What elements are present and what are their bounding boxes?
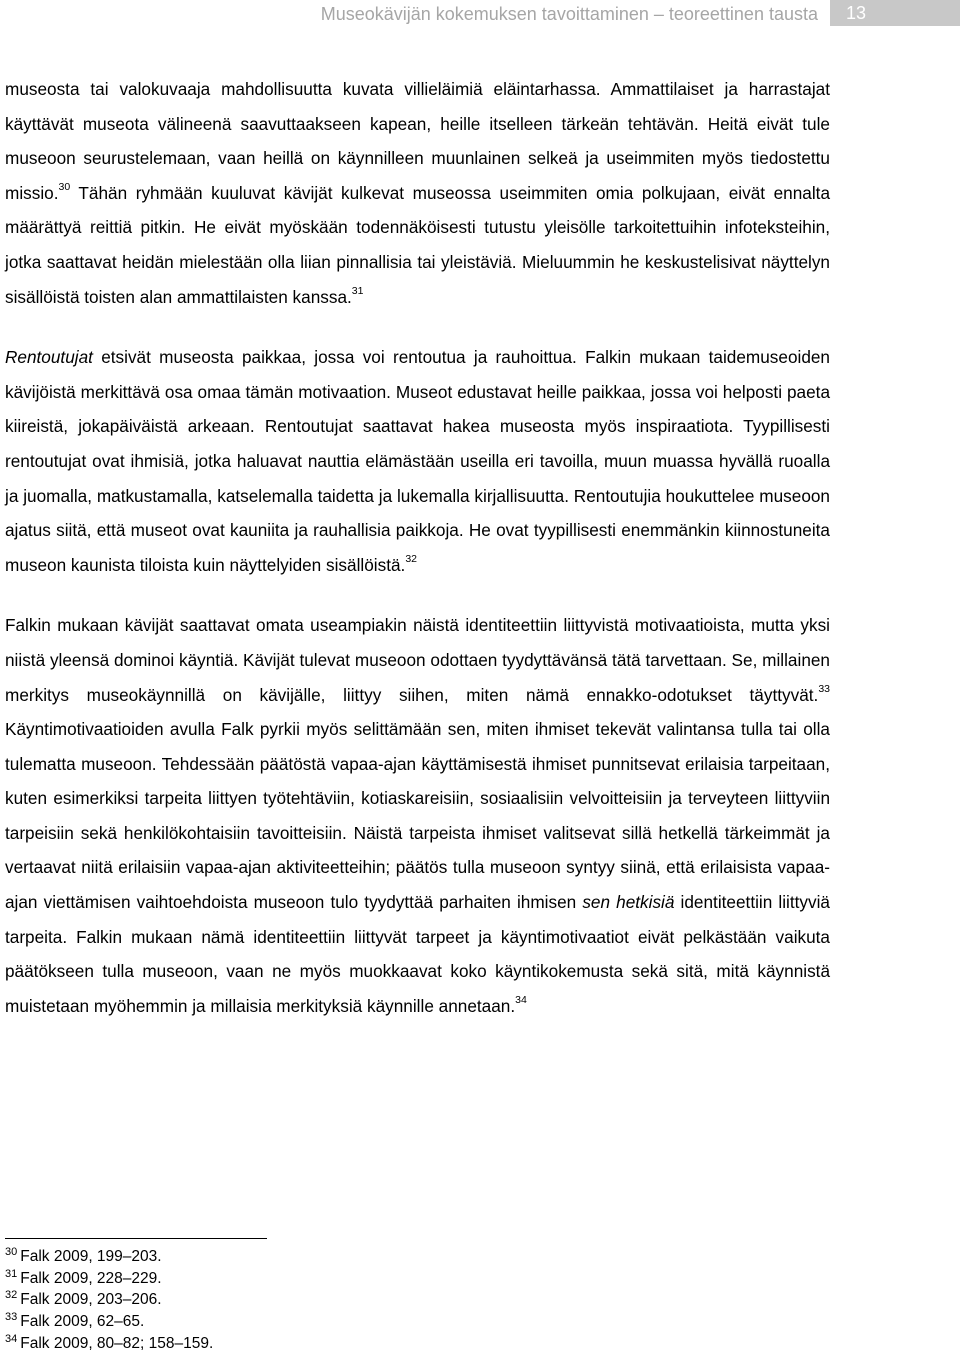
paragraph-1 [5,72,830,314]
footnote-number: 34 [5,1332,18,1345]
footnote-ref-32[interactable]: 32 [405,552,417,565]
running-title: Museokävijän kokemuksen tavoittaminen – teoreettinen tausta [320,4,818,24]
footnote-ref-34[interactable]: 34 [515,993,527,1006]
footnote [5,1289,405,1311]
page-number-box [830,0,960,26]
body-text [5,72,830,1049]
footnote [5,1311,405,1333]
footnote-text: Falk 2009, 62–65. [20,1313,145,1331]
page-number: 13 [846,3,867,23]
footnote-number: 32 [5,1289,18,1302]
footnote-separator [5,1238,267,1239]
paragraph-3 [5,608,830,1023]
paragraph-3-text-a: Falkin mukaan kävijät saattavat omata useampiakin näistä identiteettiin liittyvistä motivaatioista, mutta yksi niistä yleensä dominoi käyntiä. Kävijät tulevat museoon odottaen tyydyttävänsä tätä tarvettaan. Se, millainen merkitys museokäynnillä on kävijälle, liittyy siihen, miten nämä ennakko-odotukset täyttyvät. [5,615,830,705]
footnote-number: 30 [5,1246,18,1258]
paragraph-2-text-a: etsivät museosta paikkaa, jossa voi rentoutua ja rauhoittua. Falkin mukaan taidemuseoiden kävijöistä merkittävä osa omaa tämän motivaation. Museot edustavat heille paikkaa, jossa voi helposti paeta kiireistä, jokapäiväistä arkeaan. Rentoutujat saattavat hakea museosta myös inspiraatiota. Tyypillisesti rentoutujat ovat ihmisiä, jotka haluavat nauttia elämästään useilla eri tavoilla, muun muassa hyvällä ruoalla ja juomalla, matkustamalla, katselemalla taidetta ja lukemalla kirjallisuutta. Rentoutujia houkuttelee museoon ajatus siitä, että museot ovat kauniita ja rauhallisia paikkoja. He ovat tyypillisesti enemmänkin kiinnostuneita museon kaunista tiloista kuin näyttelyiden sisällöistä. [5,347,830,575]
paragraph-3-text-b: Käyntimotivaatioiden avulla Falk pyrkii myös selittämään sen, miten ihmiset tekevät valintansa tulla tai olla tulematta museoon. Tehdessään päätöstä vapaa-ajan käyttämisestä ihmiset punnitsevat erilaisia tarpeitaan, kuten esimerkiksi tarpeita liittyen työtehtäviin, kotiaskareisiin, sosiaalisiin velvoitteisiin ja terveyteen liittyviin tarpeisiin sekä henkilökohtaisiin tavoitteisiin. Näistä tarpeista ihmiset valitsevat sillä hetkellä tärkeimmät ja vertaavat niitä erilaisiin vapaa-ajan aktiviteetteihin; päätös tulla museoon syntyy siinä, että erilaisista vapaa-ajan viettämisen vaihtoehdoista museoon tulo tyydyttää parhaiten ihmisen [5,719,830,913]
paragraph-2 [5,340,830,582]
footnote-text: Falk 2009, 228–229. [20,1269,162,1287]
footnote [5,1333,405,1355]
term-rentoutujat: Rentoutujat [5,347,93,368]
footnote-text: Falk 2009, 199–203. [20,1248,162,1265]
footnote-number: 31 [5,1267,18,1280]
footnote-text: Falk 2009, 80–82; 158–159. [20,1334,214,1352]
emphasis-sen-hetkisia: sen hetkisiä [582,892,675,913]
footnote [5,1246,405,1268]
footnote-number: 33 [5,1311,18,1324]
footnote-ref-30[interactable]: 30 [58,180,71,193]
footnote-text: Falk 2009, 203–206. [20,1291,162,1309]
footnote-ref-33[interactable]: 33 [818,682,830,695]
paragraph-3-text-c: identiteettiin liittyviä tarpeita. Falkin mukaan nämä identiteettiin liittyvät tarpeet ja käyntimotivaatiot eivät pelkästään vaikuta päätökseen tulla museoon, vaan ne myös muokkaavat koko käyntikokemusta sekä sitä, mitä käynnistä muistetaan myöhemmin ja millaisia merkityksiä käynnille annetaan. [5,892,830,1016]
paragraph-1-text-a: museosta tai valokuvaaja mahdollisuutta kuvata villieläimiä eläintarhassa. Ammattilaiset ja harrastajat käyttävät museota välineenä saavuttaakseen kapean, heille itselleen tärkeän tehtävän. Heitä eivät tule museoon seurustelemaan, vaan heillä on käynnilleen muunlainen selkeä ja useimmiten myös tiedostettu missio. [5,79,830,203]
footnotes [5,1246,405,1355]
page-header [0,0,960,30]
footnote-ref-31[interactable]: 31 [351,284,364,297]
paragraph-1-text-b: Tähän ryhmään kuuluvat kävijät kulkevat museossa useimmiten omia polkujaan, eivät ennalta määrättyä reittiä pitkin. He eivät myöskään todennäköisesti tutustu yleisölle tarkoitettuihin infoteksteihin, jotka saattavat heidän mielestään olla liian pinnallisia tai yleistäviä. Mieluummin he keskustelisivat näyttelyn sisällöistä toisten alan ammattilaisten kanssa. [5,182,830,307]
footnote [5,1268,405,1290]
